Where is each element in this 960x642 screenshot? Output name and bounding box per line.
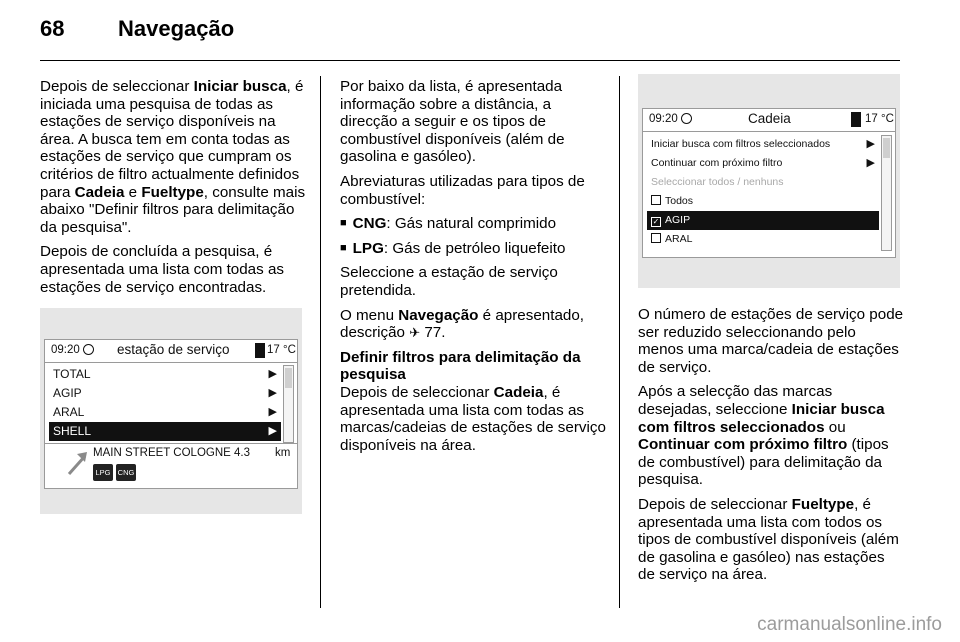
direction-arrow-icon: [67, 450, 89, 476]
checkbox-unchecked-icon: [651, 233, 661, 243]
screen-status-bar: [643, 109, 895, 132]
page-title: Navegação: [118, 16, 235, 41]
bullet-square-icon: ■: [340, 217, 347, 230]
column-2: [340, 78, 606, 461]
cng-badge: CNG: [116, 464, 136, 481]
thermometer-icon: [851, 112, 861, 127]
watermark: carmanualsonline.info: [757, 614, 942, 635]
list-item[interactable]: ARAL ▶: [49, 403, 281, 422]
scrollbar[interactable]: [881, 135, 892, 251]
chevron-right-icon: ▶: [268, 425, 277, 437]
screen-title: Cadeia: [748, 111, 791, 126]
scrollbar-thumb[interactable]: [285, 368, 292, 388]
list-item-selected[interactable]: SHELL ▶: [49, 422, 281, 441]
chevron-right-icon: ▶: [268, 368, 277, 380]
column-divider-left: [320, 76, 321, 608]
screen-status-bar: [45, 340, 297, 363]
paragraph-info-below-list: Por baixo da lista, é apresentada informação sobre a distância, a direcção a seguir e os tipos de combustível disponíveis (além de gasolina e gasóleo).: [340, 78, 565, 166]
chevron-right-icon: ▶: [866, 138, 875, 150]
paragraph-navigation-menu: O menu Navegação é apresentado, descrição ✈ 77.: [340, 306, 585, 342]
scrollbar[interactable]: [283, 365, 294, 443]
header-rule: [40, 60, 900, 61]
column-1: [40, 78, 312, 303]
screen-image-station-list: [40, 308, 302, 514]
clock-icon: [83, 344, 94, 355]
time-display: 09:20: [649, 113, 678, 125]
menu-item-start-filtered-search[interactable]: Iniciar busca com filtros seleccionados ▶: [647, 135, 879, 154]
bullet-cng: ■ CNG: Gás natural comprimido: [340, 215, 557, 233]
list-item[interactable]: AGIP ▶: [49, 384, 281, 403]
screen-title: estação de serviço: [117, 342, 230, 357]
paragraph-after-selection: Após a selecção das marcas desejadas, seleccione Iniciar busca com filtros seleccionados ou Continuar com próximo filtro (tipos de combustível) para delimitação da pesquisa.: [638, 383, 889, 489]
temperature-display: 17 °C: [865, 113, 894, 125]
station-screen: [44, 339, 298, 489]
chain-screen: [642, 108, 896, 258]
checkbox-item-selected[interactable]: ✓ AGIP: [647, 211, 879, 230]
lpg-badge: LPG: [93, 464, 113, 481]
chevron-right-icon: ▶: [268, 387, 277, 399]
clock-icon: [681, 113, 692, 124]
distance-unit: km: [275, 447, 291, 459]
paragraph-search-done: Depois de concluída a pesquisa, é apresentada uma lista com todas as estações de serviço encontradas.: [40, 243, 284, 296]
checkbox-unchecked-icon: [651, 195, 661, 205]
page-number: 68: [40, 16, 65, 41]
list-item[interactable]: TOTAL ▶: [49, 365, 281, 384]
paragraph-chain-list: Depois de seleccionar Cadeia, é apresentada uma lista com todas as marcas/cadeias de estações de serviço disponíveis na área.: [340, 383, 606, 454]
checkbox-item[interactable]: Todos: [647, 192, 879, 211]
section-heading: Definir filtros para delimitação da pesquisa: [340, 348, 581, 384]
cross-reference-icon: ✈: [409, 325, 421, 341]
temperature-display: 17 °C: [267, 344, 296, 356]
paragraph-select-station: Seleccione a estação de serviço pretendida.: [340, 264, 558, 299]
paragraph-abbreviations: Abreviaturas utilizadas para tipos de combustível:: [340, 172, 585, 208]
chevron-right-icon: ▶: [268, 406, 277, 418]
info-divider: [45, 443, 297, 444]
menu-item-select-all-none: Seleccionar todos / nenhuns: [651, 176, 784, 188]
checkbox-item[interactable]: ARAL: [647, 230, 879, 249]
time-display: 09:20: [51, 344, 80, 356]
paragraph-fueltype: Depois de seleccionar Fueltype, é apresentada uma lista com todos os tipos de combustível disponíveis (além de gasolina e gasóleo) nas estações de serviço na área.: [638, 495, 899, 584]
chevron-right-icon: ▶: [866, 157, 875, 169]
paragraph-start-search: Depois de seleccionar Iniciar busca, é iniciada uma pesquisa de todas as estações de serviço disponíveis na área. A busca tem em conta todas as estações de serviço que cumpram os critérios de filtro actualmente definidos para Cadeia e Fueltype, consulte mais abaixo "Definir filtros para delimitação da pesquisa".: [40, 78, 306, 236]
column-divider-right: [619, 76, 620, 608]
bullet-lpg: ■ LPG: Gás de petróleo liquefeito: [340, 239, 566, 257]
checkbox-checked-icon: ✓: [652, 217, 660, 226]
bullet-square-icon: ■: [340, 241, 347, 254]
thermometer-icon: [255, 343, 265, 358]
scrollbar-thumb[interactable]: [883, 138, 890, 158]
column-3: [638, 306, 904, 591]
station-address: MAIN STREET COLOGNE 4.3: [93, 447, 250, 459]
menu-item-next-filter[interactable]: Continuar com próximo filtro ▶: [647, 154, 879, 173]
screen-image-chain-filter: [638, 74, 900, 288]
paragraph-reduce-stations: O número de estações de serviço pode ser reduzido seleccionando pelo menos uma marca/cadeia de estações de serviço.: [638, 306, 904, 376]
